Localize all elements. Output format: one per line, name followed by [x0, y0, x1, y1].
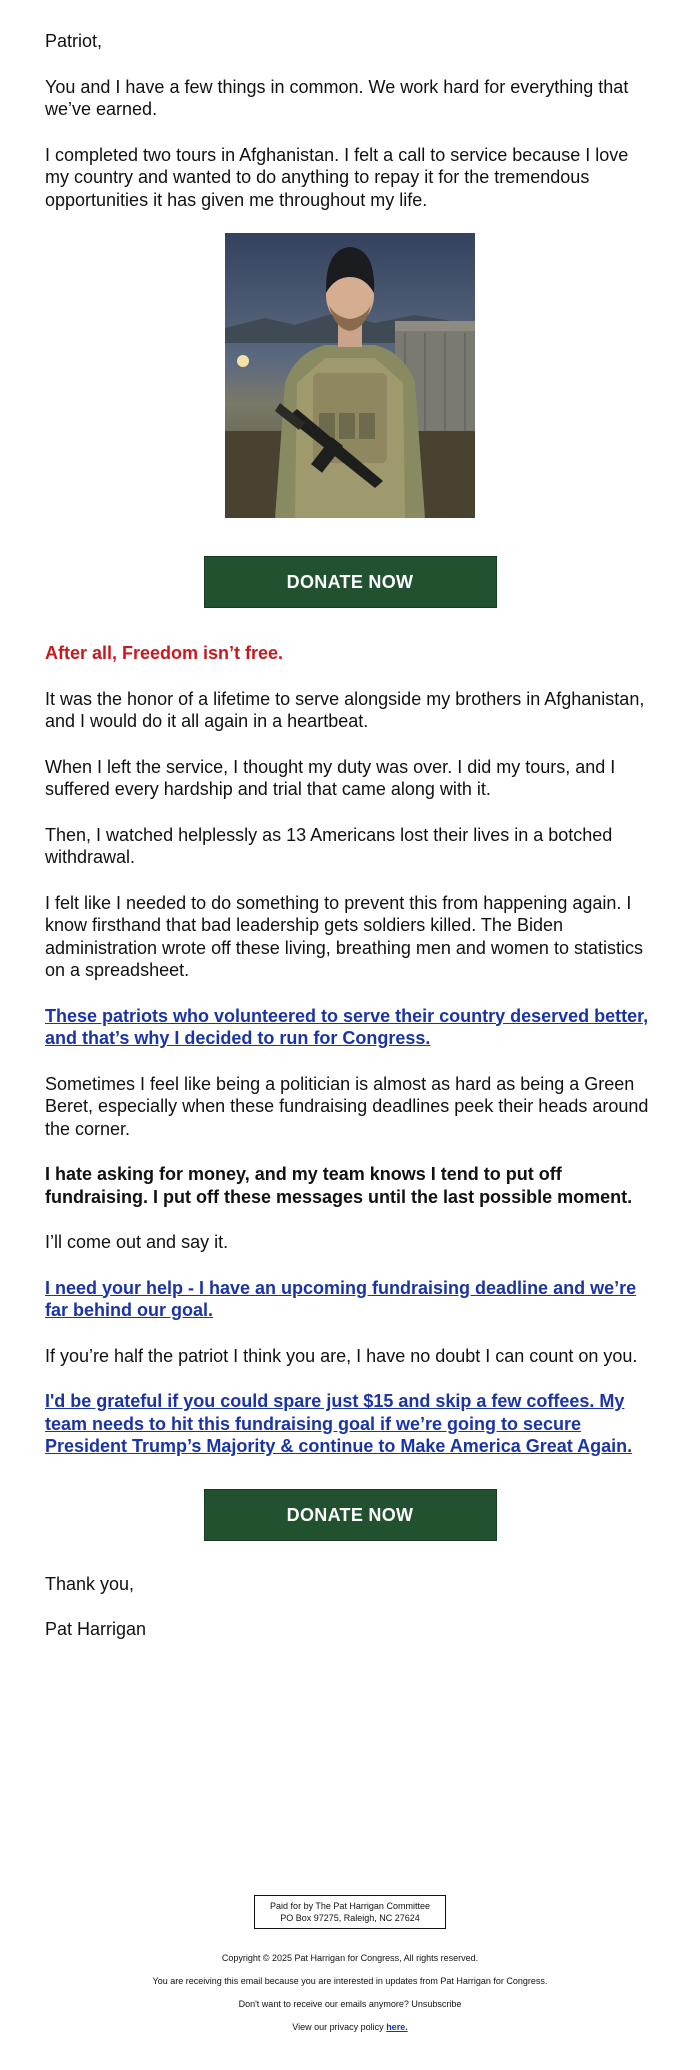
- paragraph-say-it: I’ll come out and say it.: [45, 1232, 229, 1252]
- paragraph-count-on-you: If you’re half the patriot I think you are, I have no doubt I can count on you.: [45, 1345, 638, 1366]
- privacy-prefix: View our privacy policy: [292, 2022, 384, 2032]
- run-for-congress-link[interactable]: These patriots who volunteered to serve their country deserved better, and that’s why I decided to run for Congress.: [45, 1005, 649, 1048]
- receiving-notice: You are receiving this email because you are interested in updates from Pat Harrigan for Congress.: [152, 1976, 548, 1986]
- email-body: [45, 30, 655, 1641]
- paragraph-tours: I completed two tours in Afghanistan. I felt a call to service because I love my country and wanted to do anything to repay it for the tremendous opportunities it has given me throughout my life.: [45, 144, 629, 210]
- photo-container: [45, 233, 655, 523]
- email-footer: [0, 1895, 700, 2033]
- paragraph-leadership: I felt like I needed to do something to prevent this from happening again. I know firsthand that bad leadership gets soldiers killed. The Biden administration wrote off these living, breathing men and women to statistics on a spreadsheet.: [45, 892, 643, 980]
- link-paragraph-congress: [45, 1005, 655, 1050]
- unsubscribe-text[interactable]: Don't want to receive our emails anymore? Unsubscribe: [238, 1999, 462, 2009]
- soldier-photo: [225, 233, 475, 518]
- paragraph-honor: It was the honor of a lifetime to serve alongside my brothers in Afghanistan, and I would do it all again in a heartbeat.: [45, 688, 645, 731]
- paid-for-line: Paid for by The Pat Harrigan Committee: [270, 1901, 430, 1911]
- signoff: Thank you,: [45, 1573, 135, 1594]
- donate-button-container-top: [45, 556, 655, 608]
- link-paragraph-coffees: [45, 1390, 655, 1458]
- privacy-line: [0, 2022, 700, 2033]
- donate-button-top[interactable]: DONATE NOW: [204, 556, 497, 608]
- link-paragraph-deadline: [45, 1277, 655, 1322]
- spare-15-link[interactable]: I'd be grateful if you could spare just $15 and skip a few coffees. My team needs to hit this fundraising goal if we’re going to secure President Trump’s Majority & continue to Make America Great Again.: [45, 1391, 633, 1456]
- paid-for-box: [254, 1895, 446, 1929]
- copyright-text: Copyright © 2025 Pat Harrigan for Congress, All rights reserved.: [221, 1953, 479, 1963]
- salutation: Patriot,: [45, 31, 103, 51]
- paragraph-asking-money: I hate asking for money, and my team knows I tend to put off fundraising. I put off these messages until the last possible moment.: [45, 1164, 633, 1207]
- signature: Pat Harrigan: [45, 1619, 147, 1639]
- freedom-heading: After all, Freedom isn’t free.: [45, 643, 284, 663]
- paragraph-politician: Sometimes I feel like being a politician is almost as hard as being a Green Beret, especially when these fundraising deadlines peek their heads around the corner.: [45, 1073, 649, 1139]
- paid-for-address: PO Box 97275, Raleigh, NC 27624: [280, 1913, 420, 1923]
- soldier-illustration-icon: [225, 233, 475, 518]
- paragraph-withdrawal: Then, I watched helplessly as 13 Americans lost their lives in a botched withdrawal.: [45, 824, 613, 867]
- paragraph-left-service: When I left the service, I thought my duty was over. I did my tours, and I suffered every hardship and trial that came along with it.: [45, 756, 616, 799]
- fundraising-deadline-link[interactable]: I need your help - I have an upcoming fundraising deadline and we’re far behind our goal.: [45, 1277, 637, 1320]
- donate-button-container-bottom: [45, 1489, 655, 1541]
- paragraph-common: You and I have a few things in common. We work hard for everything that we’ve earned.: [45, 76, 629, 119]
- privacy-link[interactable]: here.: [386, 2022, 408, 2032]
- donate-button-bottom[interactable]: DONATE NOW: [204, 1489, 497, 1541]
